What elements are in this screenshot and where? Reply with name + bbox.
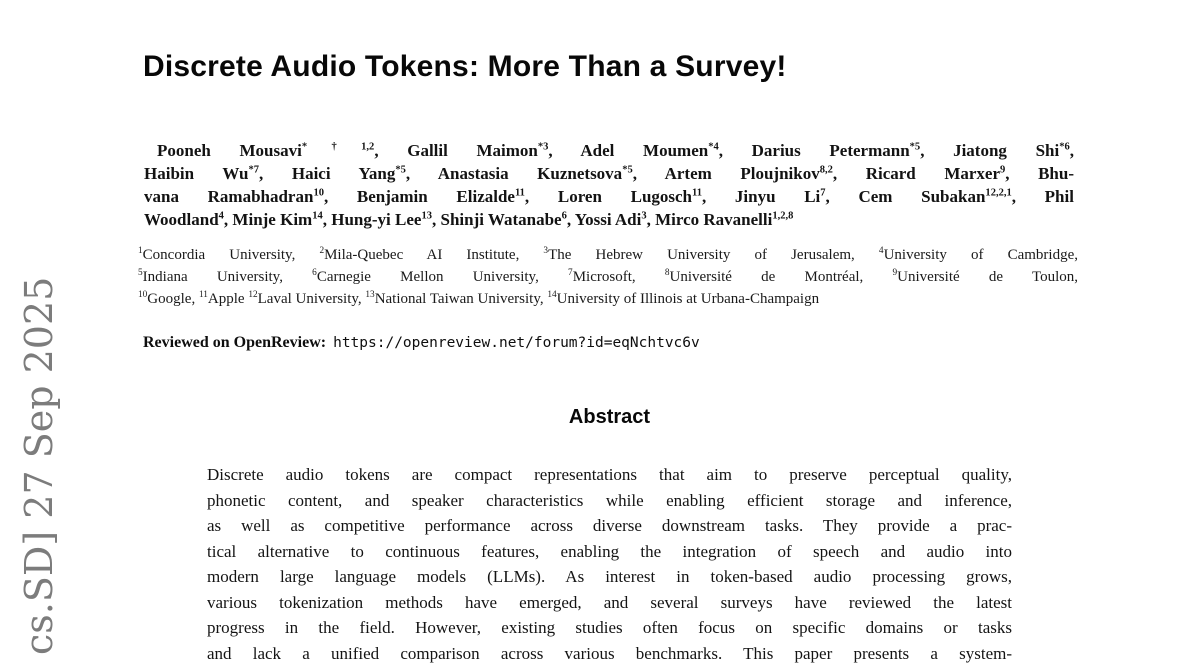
text-line: modern large language models (LLMs). As interest in token-based audio processing grows, — [207, 564, 1012, 590]
superscript-marker: *5 — [395, 164, 406, 175]
text-line: Discrete audio tokens are compact representations that aim to preserve perceptual quality, — [207, 462, 1012, 488]
text-line: and lack a unified comparison across various benchmarks. This paper presents a system- — [207, 641, 1012, 666]
superscript-marker: 5 — [138, 268, 143, 278]
superscript-marker: 12,2,1 — [985, 187, 1011, 198]
text-segment: , Bhu- — [1005, 164, 1074, 183]
superscript-marker: 9 — [1000, 164, 1005, 175]
superscript-marker: 1,2,8 — [772, 210, 793, 221]
text-segment: , Jiatong Shi — [920, 141, 1059, 160]
text-segment: , Shinji Watanabe — [432, 210, 562, 229]
text-segment: , Adel Moumen — [548, 141, 708, 160]
text-line: phonetic content, and speaker characteristics while enabling efficient storage and inference, — [207, 488, 1012, 514]
superscript-marker: *5 — [910, 141, 921, 152]
text-segment: , Benjamin Elizalde — [324, 187, 515, 206]
superscript-marker: 13 — [365, 290, 374, 300]
arxiv-watermark: cs.SD] 27 Sep 2025 — [20, 277, 58, 655]
superscript-marker: 7 — [820, 187, 825, 198]
superscript-marker: *†1,2 — [302, 141, 375, 152]
superscript-marker: 12 — [248, 290, 257, 300]
superscript-marker: 14 — [547, 290, 556, 300]
text-segment: University of Illinois at Urbana-Champaign — [557, 291, 819, 307]
text-line — [138, 288, 1078, 310]
superscript-marker: 6 — [312, 268, 317, 278]
superscript-marker: 3 — [543, 246, 548, 256]
text-segment: , — [1070, 141, 1074, 160]
text-segment: Microsoft, — [573, 269, 665, 285]
text-segment: , Gallil Maimon — [374, 141, 538, 160]
text-segment: The Hebrew University of Jerusalem, — [548, 247, 879, 263]
affiliation-list — [138, 244, 1078, 310]
text-line: progress in the field. However, existing studies often focus on specific domains or tasks — [207, 615, 1012, 641]
text-segment: Université de Toulon, — [897, 269, 1078, 285]
superscript-marker: 11 — [692, 187, 702, 198]
text-segment: vana Ramabhadran — [144, 187, 313, 206]
text-segment: Indiana University, — [143, 269, 313, 285]
text-segment: , Cem Subakan — [826, 187, 986, 206]
superscript-marker: 4 — [219, 210, 224, 221]
text-segment: , Hung-yi Lee — [323, 210, 422, 229]
superscript-marker: 7 — [568, 268, 573, 278]
text-segment: Apple — [208, 291, 248, 307]
text-line — [138, 266, 1078, 288]
text-segment: University of Cambridge, — [884, 247, 1078, 263]
text-segment: Laval University, — [258, 291, 366, 307]
abstract-text — [207, 462, 1012, 666]
text-line: various tokenization methods have emerged, and several surveys have reviewed the latest — [207, 590, 1012, 616]
text-line: tical alternative to continuous features, enabling the integration of speech and audio into — [207, 539, 1012, 565]
text-line — [144, 185, 1074, 208]
superscript-marker: *4 — [708, 141, 719, 152]
text-segment: Haibin Wu — [144, 164, 249, 183]
author-list — [144, 139, 1074, 231]
text-segment: Google, — [147, 291, 199, 307]
superscript-marker: *6 — [1059, 141, 1070, 152]
text-line — [144, 208, 1074, 231]
superscript-marker: 13 — [421, 210, 432, 221]
superscript-marker: 9 — [893, 268, 898, 278]
superscript-marker: 11 — [515, 187, 525, 198]
superscript-marker: 6 — [562, 210, 567, 221]
text-segment: , Minje Kim — [224, 210, 312, 229]
superscript-marker: 11 — [199, 290, 208, 300]
text-segment: , Darius Petermann — [719, 141, 910, 160]
openreview-url-link[interactable]: https://openreview.net/forum?id=eqNchtvc6v — [333, 335, 700, 351]
abstract-heading: Abstract — [207, 406, 1012, 429]
text-segment: National Taiwan University, — [375, 291, 548, 307]
superscript-marker: 4 — [879, 246, 884, 256]
text-segment: , Ricard Marxer — [833, 164, 1000, 183]
superscript-marker: 2 — [319, 246, 324, 256]
text-line — [144, 139, 1074, 162]
text-segment: , Anastasia Kuznetsova — [406, 164, 622, 183]
superscript-marker: 1 — [138, 246, 143, 256]
text-line — [138, 244, 1078, 266]
text-segment: Pooneh Mousavi — [157, 141, 302, 160]
superscript-marker: 3 — [641, 210, 646, 221]
paper-title: Discrete Audio Tokens: More Than a Survey! — [143, 50, 1103, 84]
text-segment: , Haici Yang — [259, 164, 395, 183]
text-segment: Carnegie Mellon University, — [317, 269, 568, 285]
text-segment: , Loren Lugosch — [525, 187, 692, 206]
text-segment: , Phil — [1012, 187, 1074, 206]
openreview-line — [143, 334, 1083, 352]
superscript-marker: 8 — [665, 268, 670, 278]
text-segment: Université de Montréal, — [669, 269, 892, 285]
superscript-marker: *5 — [622, 164, 633, 175]
superscript-marker: 8,2 — [820, 164, 833, 175]
text-segment: Mila-Quebec AI Institute, — [324, 247, 543, 263]
openreview-label: Reviewed on OpenReview: — [143, 334, 326, 351]
text-line — [144, 162, 1074, 185]
superscript-marker: *3 — [538, 141, 549, 152]
text-line: as well as competitive performance across diverse downstream tasks. They provide a prac- — [207, 513, 1012, 539]
superscript-marker: 10 — [313, 187, 324, 198]
superscript-marker: 14 — [312, 210, 323, 221]
text-segment: , Jinyu Li — [702, 187, 820, 206]
superscript-marker: *7 — [249, 164, 260, 175]
text-segment: Woodland — [144, 210, 219, 229]
text-segment: , Yossi Adi — [567, 210, 641, 229]
superscript-marker: 10 — [138, 290, 147, 300]
text-segment: Concordia University, — [143, 247, 320, 263]
text-segment: , Mirco Ravanelli — [647, 210, 773, 229]
text-segment: , Artem Ploujnikov — [633, 164, 820, 183]
